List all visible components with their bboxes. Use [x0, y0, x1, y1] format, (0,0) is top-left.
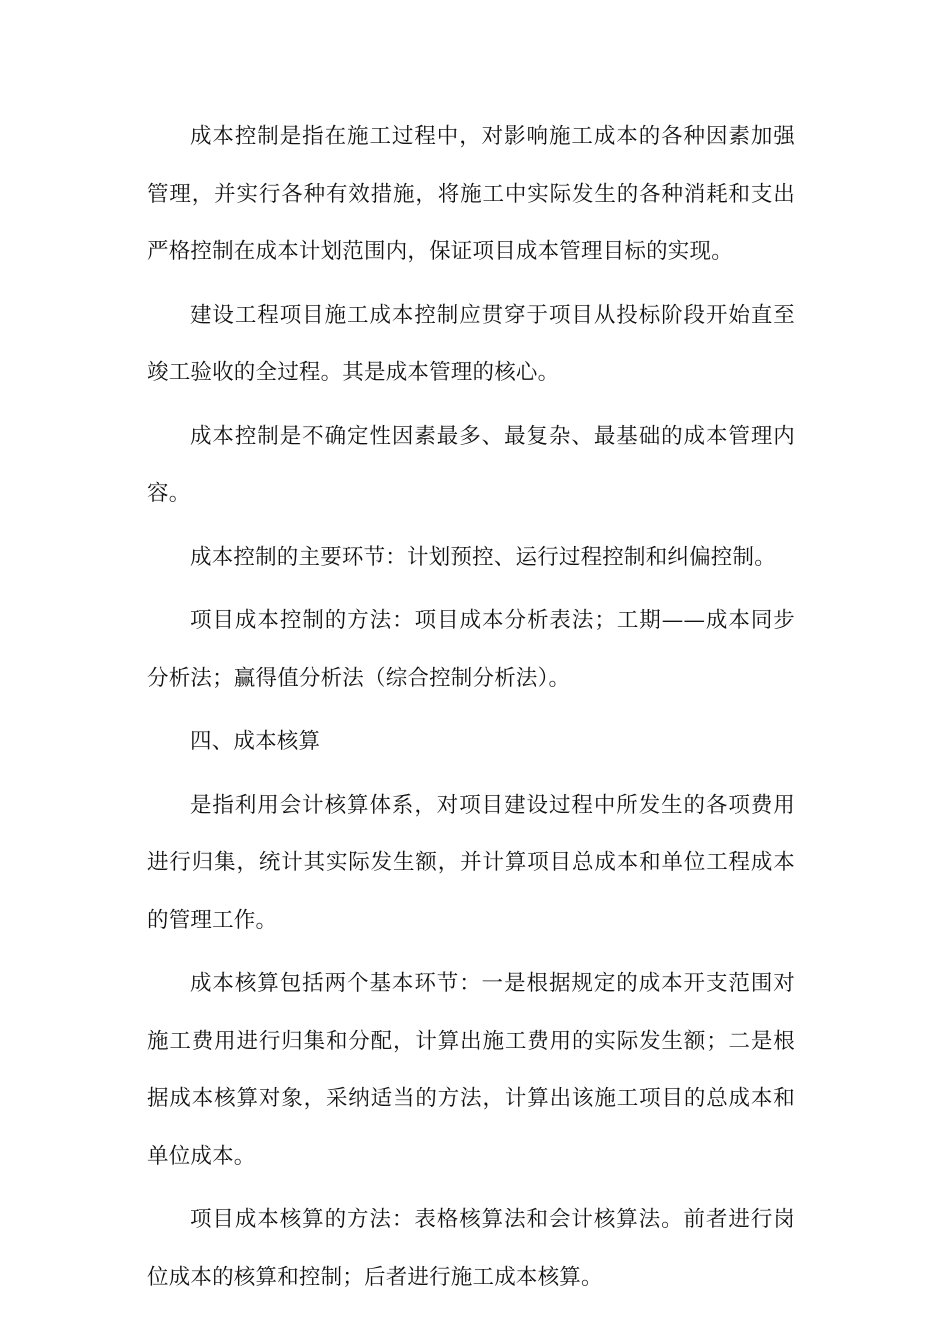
paragraph-cost-control-uncertainty: 成本控制是不确定性因素最多、最复杂、最基础的成本管理内容。 — [147, 423, 795, 506]
paragraph-cost-control-methods: 项目成本控制的方法：项目成本分析表法；工期——成本同步分析法；赢得值分析法（综合控制分析法）。 — [147, 608, 795, 691]
paragraph-cost-accounting-methods: 项目成本核算的方法：表格核算法和会计核算法。前者进行岗位成本的核算和控制；后者进行施工成本核算。 — [147, 1207, 795, 1290]
paragraph-cost-control-scope: 建设工程项目施工成本控制应贯穿于项目从投标阶段开始直至竣工验收的全过程。其是成本管理的核心。 — [147, 302, 795, 385]
paragraph-cost-control-definition: 成本控制是指在施工过程中，对影响施工成本的各种因素加强管理，并实行各种有效措施，将施工中实际发生的各种消耗和支出严格控制在成本计划范围内，保证项目成本管理目标的实现。 — [147, 124, 795, 264]
paragraph-cost-control-steps: 成本控制的主要环节：计划预控、运行过程控制和纠偏控制。 — [190, 544, 776, 570]
document-body — [147, 108, 795, 1312]
section-heading-cost-accounting: 四、成本核算 — [190, 729, 321, 754]
paragraph-cost-accounting-definition: 是指利用会计核算体系，对项目建设过程中所发生的各项费用进行归集，统计其实际发生额，并计算项目总成本和单位工程成本的管理工作。 — [147, 792, 795, 933]
paragraph-cost-accounting-steps: 成本核算包括两个基本环节：一是根据规定的成本开支范围对施工费用进行归集和分配，计算出施工费用的实际发生额；二是根据成本核算对象，采纳适当的方法，计算出该施工项目的总成本和单位成本。 — [147, 971, 795, 1169]
